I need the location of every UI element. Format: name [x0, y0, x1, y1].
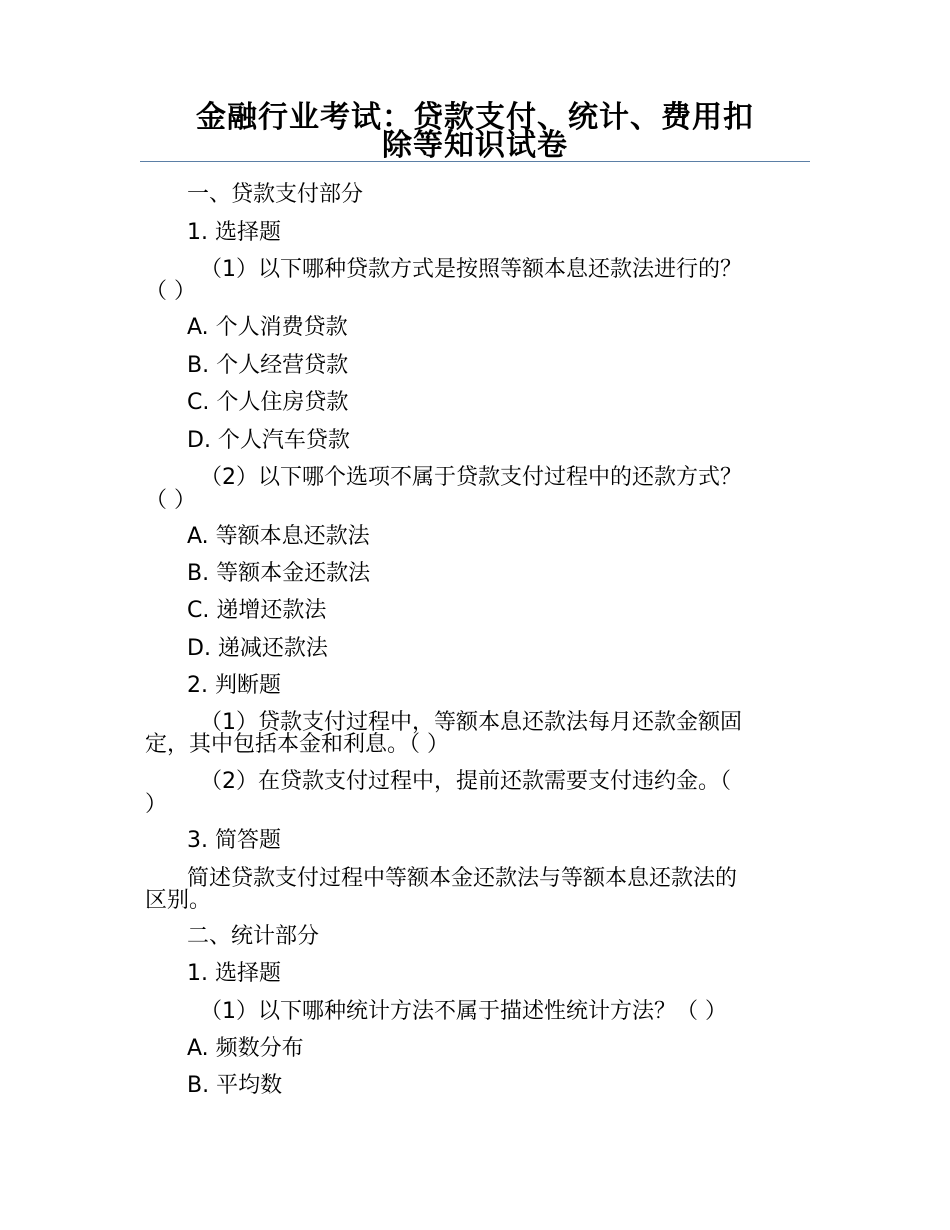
question-text: （2）以下哪个选项不属于贷款支付过程中的还款方式？ — [200, 465, 742, 490]
page-title — [140, 100, 810, 163]
answer-blank: （ ） — [145, 488, 196, 513]
option-c: C. 递增还款法 — [187, 598, 327, 623]
title-line-2: 除等知识试卷 — [382, 128, 568, 163]
option-b: B. 个人经营贷款 — [187, 353, 349, 378]
question-text: （1）以下哪种统计方法不属于描述性统计方法？（ ） — [200, 999, 727, 1024]
judge-statement: （1）贷款支付过程中，等额本息还款法每月还款金额固 — [200, 710, 742, 735]
judge-statement: （2）在贷款支付过程中，提前还款需要支付违约金。（ — [200, 769, 731, 794]
section-heading-loan: 一、贷款支付部分 — [187, 182, 364, 207]
option-a: A. 频数分布 — [187, 1036, 304, 1061]
answer-blank: （ ） — [145, 279, 196, 304]
choice-heading: 1. 选择题 — [187, 961, 281, 986]
title-underline — [140, 161, 810, 162]
option-b: B. 等额本金还款法 — [187, 561, 371, 586]
short-answer-prompt-cont: 区别。 — [145, 888, 212, 913]
judge-heading: 2. 判断题 — [187, 673, 281, 698]
short-answer-prompt: 简述贷款支付过程中等额本金还款法与等额本息还款法的 — [187, 866, 738, 891]
option-a: A. 等额本息还款法 — [187, 524, 370, 549]
option-a: A. 个人消费贷款 — [187, 315, 348, 340]
option-d: D. 个人汽车贷款 — [187, 428, 350, 453]
choice-heading: 1. 选择题 — [187, 220, 281, 245]
short-answer-heading: 3. 简答题 — [187, 828, 281, 853]
question-text: （1）以下哪种贷款方式是按照等额本息还款法进行的？ — [200, 257, 742, 282]
option-b: B. 平均数 — [187, 1073, 283, 1098]
judge-statement-cont: 定，其中包括本金和利息。（ ） — [145, 732, 449, 757]
title-line-1: 金融行业考试：贷款支付、统计、费用扣 — [196, 100, 754, 135]
section-heading-stats: 二、统计部分 — [187, 924, 320, 949]
option-c: C. 个人住房贷款 — [187, 390, 349, 415]
option-d: D. 递减还款法 — [187, 636, 328, 661]
judge-statement-cont: ） — [145, 792, 168, 817]
